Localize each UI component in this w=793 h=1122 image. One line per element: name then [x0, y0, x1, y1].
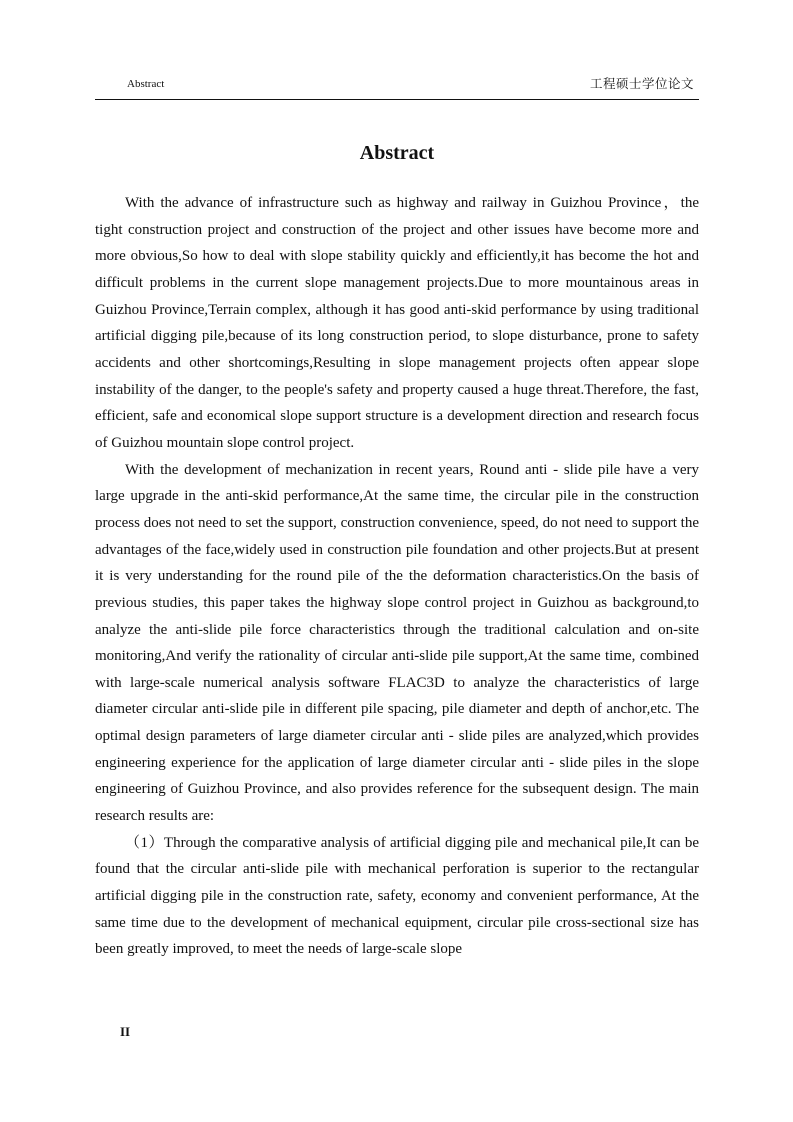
- page-title: Abstract: [359, 142, 435, 164]
- paragraph: With the advance of infrastructure such as highway and railway in Guizhou Province，the tight construction project and construction of the project and other issues have become more and more obvious,So how to deal with slope stability quickly and efficiently,it has become the hot and difficult problems in the current slope management projects.Due to more mountainous areas in Guizhou Province,Terrain complex, although it has good anti-skid performance by using traditional artificial digging pile,because of its long construction period, to slope disturbance, prone to safety accidents and other shortcomings,Resulting in slope management projects often appear slope instability of the danger, to the people's safety and property caused a huge threat.Therefore, the fast, efficient, safe and economical slope support structure is a development direction and research focus of Guizhou mountain slope control project.: [95, 195, 699, 451]
- page-number: II: [120, 1024, 131, 1039]
- header-rule: [95, 99, 699, 100]
- running-header-left: Abstract: [127, 78, 165, 90]
- paragraph: With the development of mechanization in recent years, Round anti - slide pile have a very large upgrade in the anti-skid performance,At the same time, the circular pile in the construction process does not need to set the support, construction convenience, speed, do not need to support the advantages of the face,widely used in construction pile foundation and other projects.But at present it is very understanding for the round pile of the the deformation characteristics.On the basis of previous studies, this paper takes the highway slope control project in Guizhou as background,to analyze the anti-slide pile force characteristics through the traditional calculation and on-site monitoring,And verify the rationality of circular anti-slide pile support,At the same time, combined with large-scale numerical analysis software FLAC3D to analyze the characteristics of large diameter circular anti-slide pile in different pile spacing, pile diameter and depth of anchor,etc. The optimal design parameters of large diameter circular anti - slide piles are analyzed,which provides engineering experience for the application of large diameter circular anti - slide piles in the slope engineering of Guizhou Province, and also provides reference for the subsequent design. The main research results are:: [95, 461, 699, 825]
- paragraph: （1）Through the comparative analysis of artificial digging pile and mechanical pile,It can be found that the circular anti-slide pile with mechanical perforation is superior to the rectangular artificial digging pile in the construction rate, safety, economy and convenient performance, At the same time due to the development of mechanical equipment, circular pile cross-sectional size has been greatly improved, to meet the needs of large-scale slope: [95, 834, 699, 958]
- running-header-right: 工程硕士学位论文: [589, 76, 694, 91]
- abstract-body: [95, 190, 699, 963]
